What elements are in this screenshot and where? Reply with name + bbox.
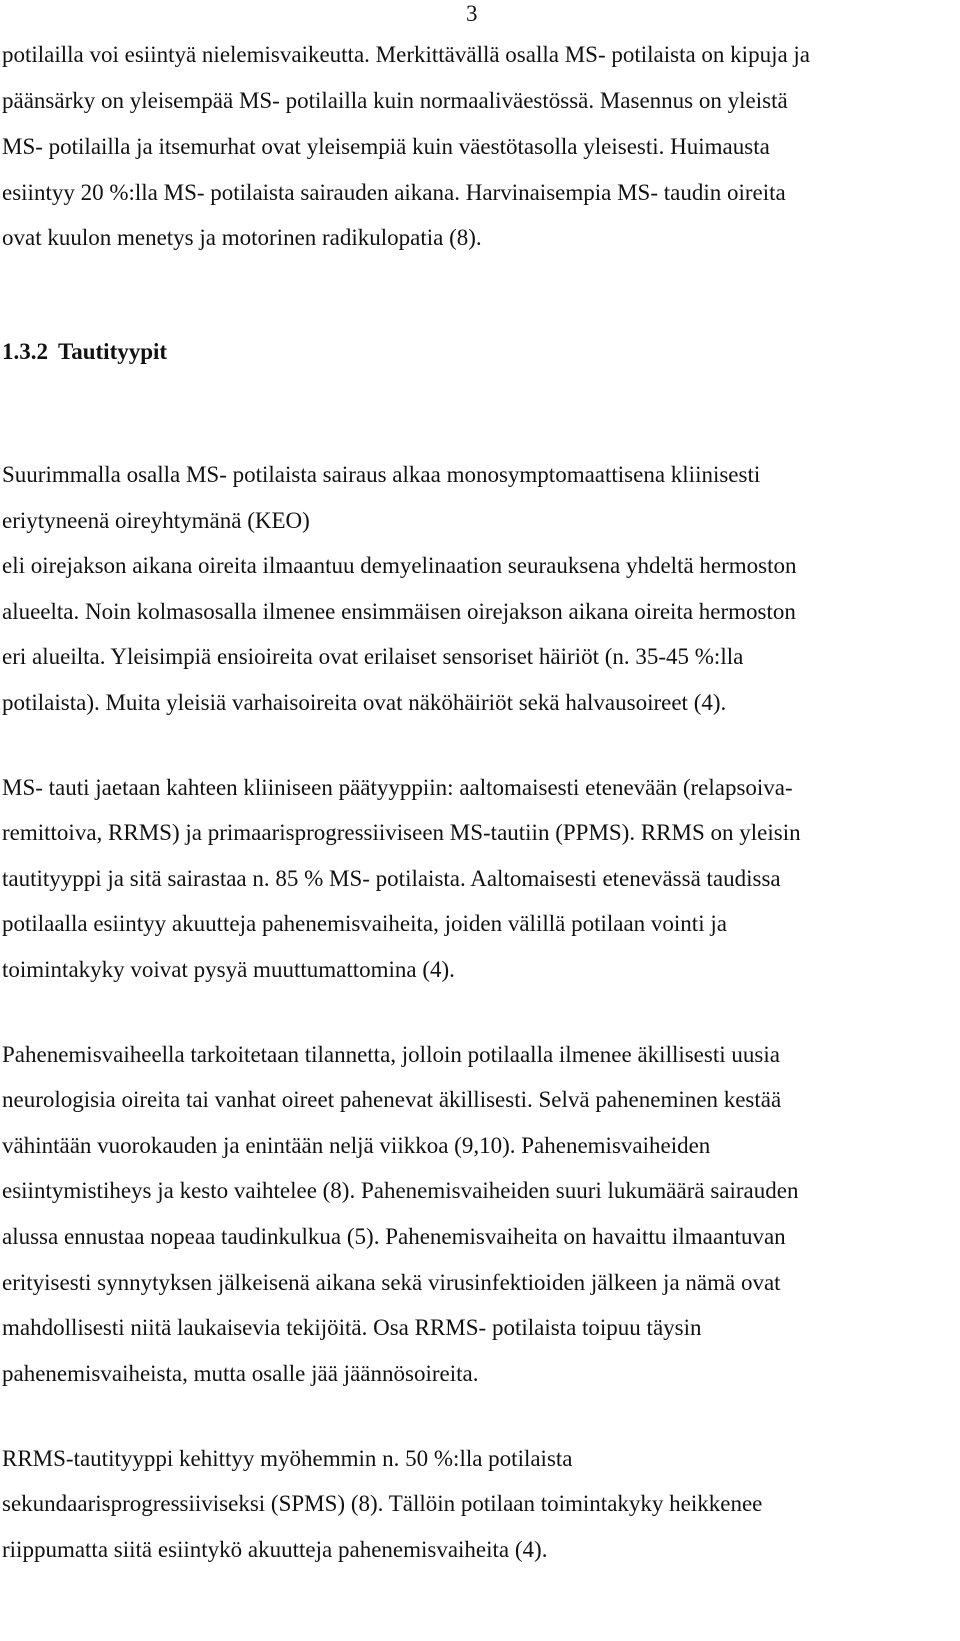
text-line: neurologisia oireita tai vanhat oireet pahenevat äkillisesti. Selvä paheneminen kestää (2, 1087, 782, 1112)
text-line: esiintymistiheys ja kesto vaihtelee (8). Pahenemisvaiheiden suuri lukumäärä sairauden (2, 1178, 799, 1203)
text-line: potilaalla esiintyy akuutteja pahenemisvaiheita, joiden välillä potilaan vointi ja (2, 911, 727, 936)
text-line: alueelta. Noin kolmasosalla ilmenee ensimmäisen oirejakson aikana oireita hermoston (2, 599, 796, 624)
section-title: Tautityypit (58, 339, 168, 364)
text-line: potilaista). Muita yleisiä varhaisoireita ovat näköhäiriöt sekä halvausoireet (4). (2, 690, 727, 715)
text-line: mahdollisesti niitä laukaisevia tekijöitä. Osa RRMS- potilaista toipuu täysin (2, 1315, 702, 1340)
text-line: tautityyppi ja sitä sairastaa n. 85 % MS- potilaista. Aaltomaisesti etenevässä taudissa (2, 866, 781, 891)
page-number: 3 (466, 1, 478, 26)
text-line: eli oirejakson aikana oireita ilmaantuu demyelinaation seurauksena yhdeltä hermoston (2, 553, 797, 578)
text-line: pahenemisvaiheista, mutta osalle jää jäännösoireita. (2, 1361, 479, 1386)
text-line: ovat kuulon menetys ja motorinen radikulopatia (8). (2, 225, 482, 250)
section-number: 1.3.2 (2, 339, 48, 364)
text-line: remittoiva, RRMS) ja primaarisprogressiiviseen MS-tautiin (PPMS). RRMS on yleisin (2, 820, 801, 845)
text-line: alussa ennustaa nopeaa taudinkulkua (5). Pahenemisvaiheita on havaittu ilmaantuvan (2, 1224, 786, 1249)
text-line: eri alueilta. Yleisimpiä ensioireita ovat erilaiset sensoriset häiriöt (n. 35-45 %:lla (2, 644, 744, 669)
text-line: Suurimmalla osalla MS- potilaista sairaus alkaa monosymptomaattisena kliinisesti (2, 462, 761, 487)
text-line: esiintyy 20 %:lla MS- potilaista sairauden aikana. Harvinaisempia MS- taudin oireita (2, 180, 786, 205)
text-line: riippumatta siitä esiintykö akuutteja pahenemisvaiheita (4). (2, 1537, 548, 1562)
text-line: MS- tauti jaetaan kahteen kliiniseen päätyyppiin: aaltomaisesti etenevään (relapsoiva- (2, 775, 793, 800)
text-line: MS- potilailla ja itsemurhat ovat yleisempiä kuin väestötasolla yleisesti. Huimausta (2, 134, 770, 159)
section-heading (2, 337, 167, 367)
text-line: RRMS-tautityyppi kehittyy myöhemmin n. 50 %:lla potilaista (2, 1446, 573, 1471)
text-line: toimintakyky voivat pysyä muuttumattomina (4). (2, 957, 455, 982)
text-line: päänsärky on yleisempää MS- potilailla kuin normaaliväestössä. Masennus on yleistä (2, 88, 788, 113)
text-line: eriytyneenä oireyhtymänä (KEO) (2, 508, 310, 533)
text-line: vähintään vuorokauden ja enintään neljä viikkoa (9,10). Pahenemisvaiheiden (2, 1133, 711, 1158)
text-line: erityisesti synnytyksen jälkeisenä aikana sekä virusinfektioiden jälkeen ja nämä ovat (2, 1270, 781, 1295)
text-line: sekundaarisprogressiiviseksi (SPMS) (8). Tällöin potilaan toimintakyky heikkenee (2, 1491, 763, 1516)
text-line: Pahenemisvaiheella tarkoitetaan tilannetta, jolloin potilaalla ilmenee äkillisesti uusia (2, 1042, 780, 1067)
text-line: potilailla voi esiintyä nielemisvaikeutta. Merkittävällä osalla MS- potilaista on kipuja ja (2, 42, 811, 67)
